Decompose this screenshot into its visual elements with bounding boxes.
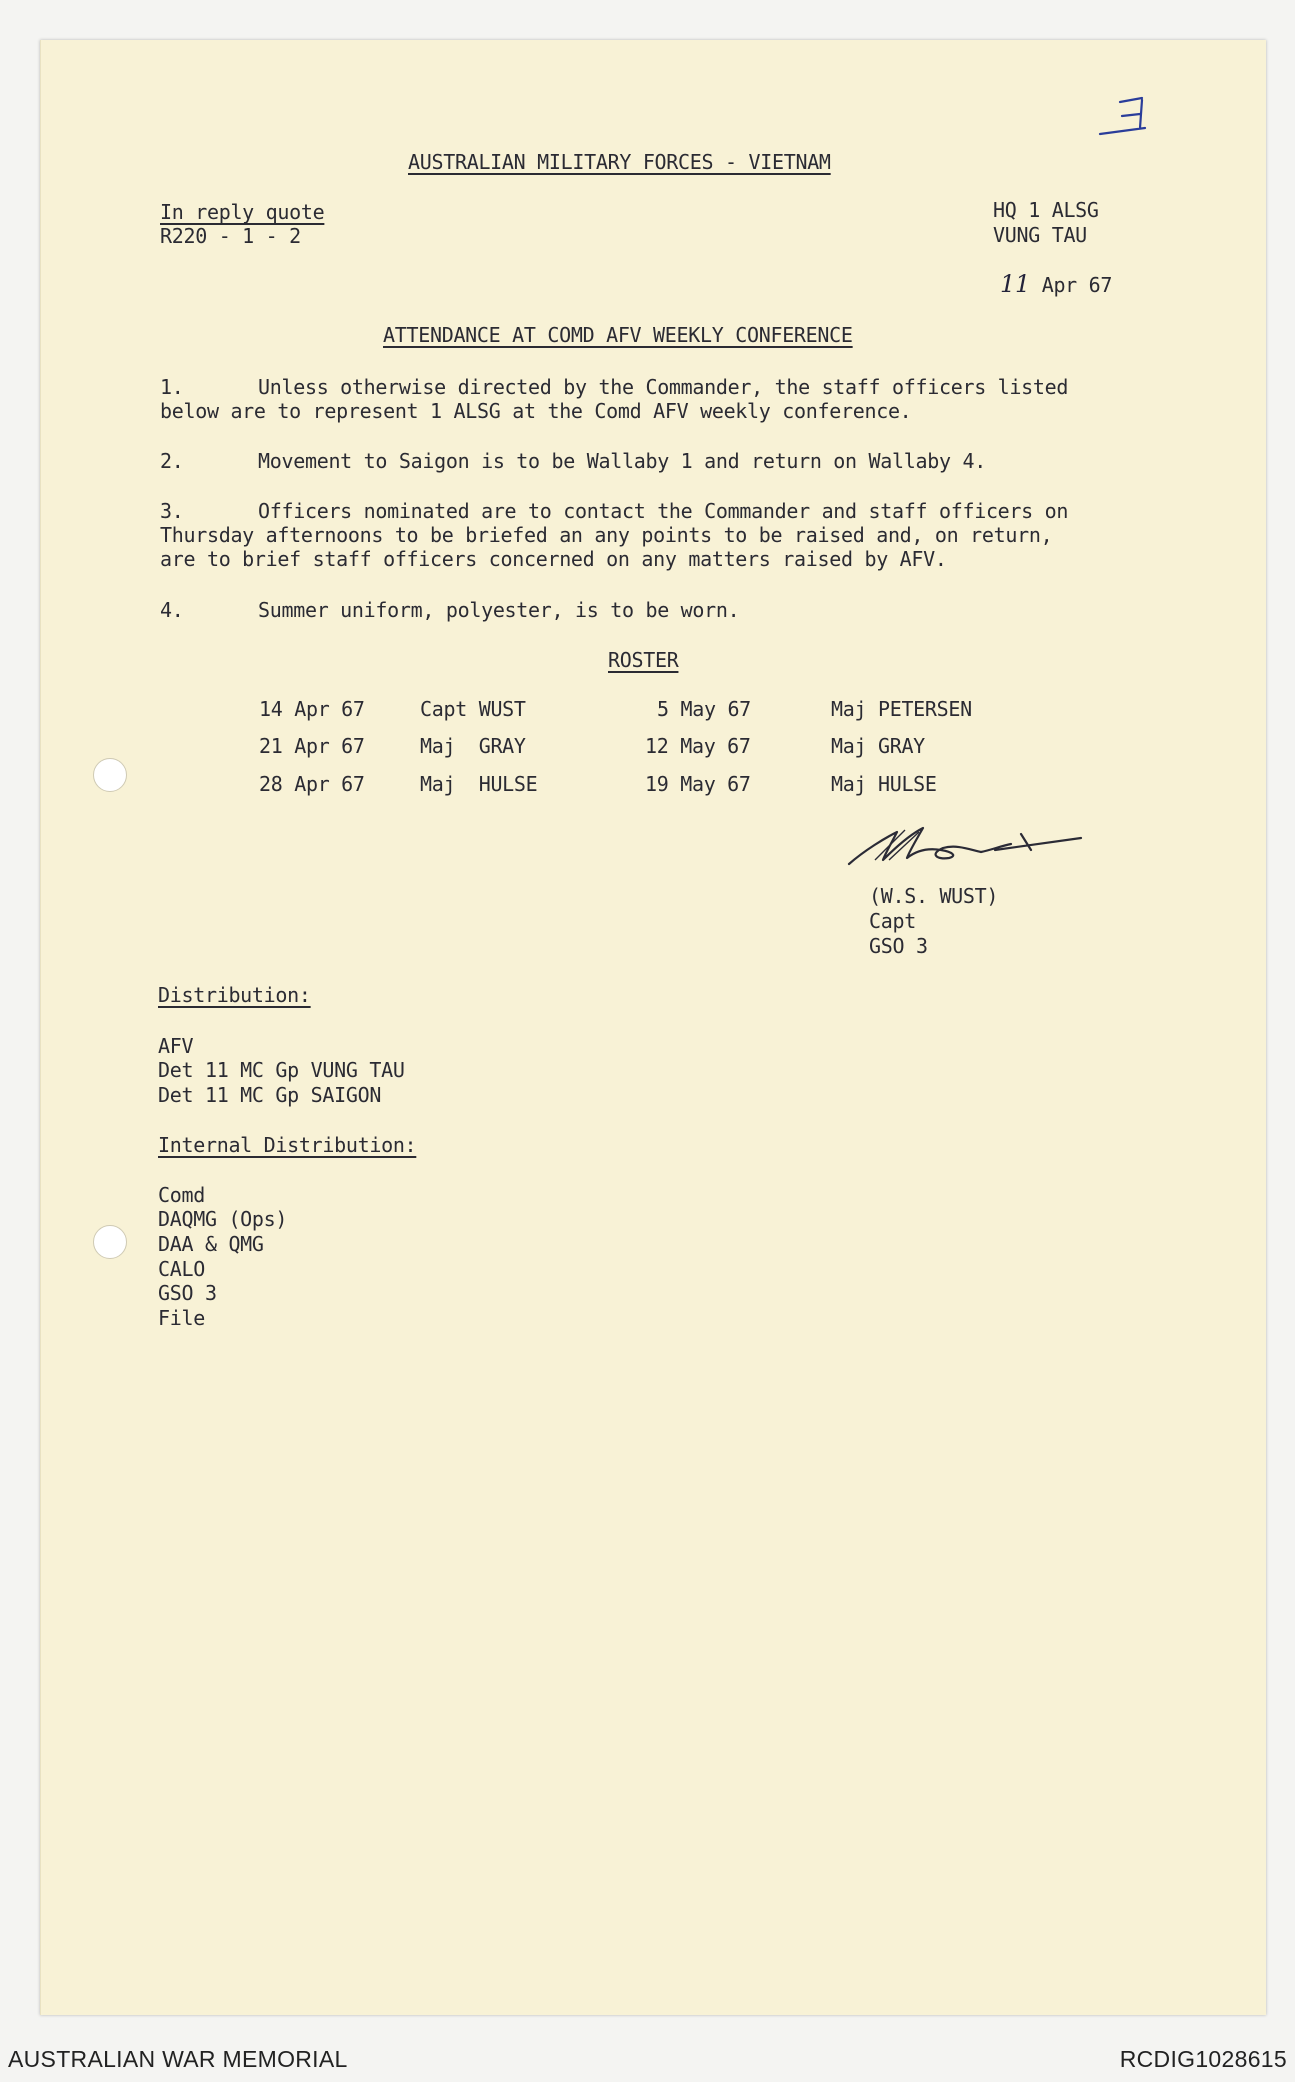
document-subject: ATTENDANCE AT COMD AFV WEEKLY CONFERENCE <box>383 323 853 347</box>
handwritten-date-day: 11 <box>1000 270 1030 298</box>
roster-officer: Maj PETERSEN <box>831 697 972 721</box>
internal-distribution-title: Internal Distribution: <box>158 1133 417 1157</box>
document-date <box>1000 272 1112 298</box>
paragraph-text: Movement to Saigon is to be Wallaby 1 and return on Wallaby 4. <box>258 449 986 473</box>
paragraph-text: Summer uniform, polyester, is to be worn. <box>258 598 740 622</box>
internal-distribution-item: DAA & QMG <box>158 1232 264 1256</box>
distribution-title: Distribution: <box>158 983 311 1007</box>
footer-record-id: RCDIG1028615 <box>1119 2046 1287 2072</box>
paragraph-text: Officers nominated are to contact the Commander and staff officers on <box>258 499 1069 523</box>
punch-hole <box>93 758 127 792</box>
internal-distribution-item: GSO 3 <box>158 1281 217 1305</box>
roster-officer: Capt WUST <box>420 697 526 721</box>
paragraph-number: 4. <box>160 598 184 622</box>
signatory-appointment: GSO 3 <box>869 934 928 958</box>
footer-archive-name: AUSTRALIAN WAR MEMORIAL <box>8 2046 348 2072</box>
roster-date: 21 Apr 67 <box>259 734 365 758</box>
handwritten-page-number-mark <box>1090 92 1150 142</box>
internal-distribution-item: Comd <box>158 1183 205 1207</box>
roster-date: 28 Apr 67 <box>259 772 365 796</box>
paragraph-text: are to brief staff officers concerned on any matters raised by AFV. <box>160 547 947 571</box>
distribution-item: Det 11 MC Gp VUNG TAU <box>158 1058 405 1082</box>
paragraph-text: Thursday afternoons to be briefed an any points to be raised and, on return, <box>160 523 1053 547</box>
punch-hole <box>93 1225 127 1259</box>
roster-date: 19 May 67 <box>645 772 751 796</box>
letterhead: AUSTRALIAN MILITARY FORCES - VIETNAM <box>408 150 831 174</box>
paragraph-text: below are to represent 1 ALSG at the Comd AFV weekly conference. <box>160 399 912 423</box>
paragraph-number: 3. <box>160 499 184 523</box>
reply-reference: R220 - 1 - 2 <box>160 224 301 248</box>
distribution-item: Det 11 MC Gp SAIGON <box>158 1083 382 1107</box>
roster-date: 5 May 67 <box>657 697 751 721</box>
paragraph-text: Unless otherwise directed by the Commander, the staff officers listed <box>258 375 1069 399</box>
roster-date: 14 Apr 67 <box>259 697 365 721</box>
signatory-name: (W.S. WUST) <box>869 884 999 908</box>
distribution-item: AFV <box>158 1034 194 1058</box>
roster-date: 12 May 67 <box>645 734 751 758</box>
paragraph-number: 1. <box>160 375 184 399</box>
roster-officer: Maj GRAY <box>420 734 526 758</box>
signatory-rank: Capt <box>869 909 916 933</box>
roster-officer: Maj HULSE <box>831 772 937 796</box>
roster-title: ROSTER <box>608 648 679 672</box>
internal-distribution-item: DAQMG (Ops) <box>158 1207 288 1231</box>
handwritten-signature <box>845 820 1085 870</box>
date-month-year: Apr 67 <box>1041 273 1113 297</box>
reply-quote-label: In reply quote <box>160 200 325 224</box>
roster-officer: Maj GRAY <box>831 734 925 758</box>
sender-unit: HQ 1 ALSG <box>993 198 1099 222</box>
internal-distribution-item: CALO <box>158 1257 205 1281</box>
paragraph-number: 2. <box>160 449 184 473</box>
roster-officer: Maj HULSE <box>420 772 538 796</box>
sender-location: VUNG TAU <box>993 223 1087 247</box>
internal-distribution-item: File <box>158 1306 205 1330</box>
